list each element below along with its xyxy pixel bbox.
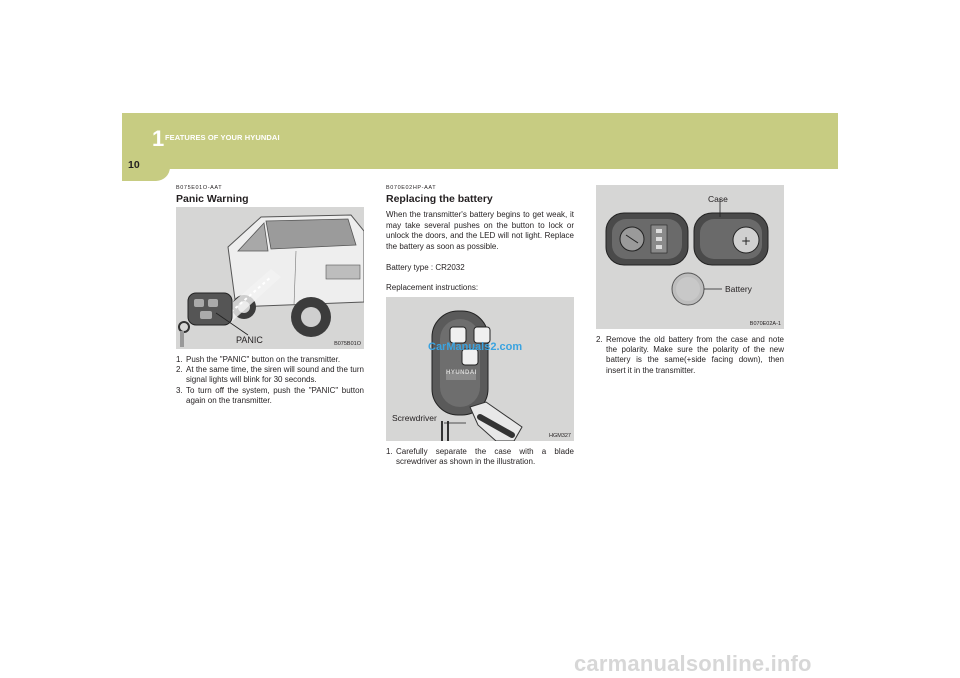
panic-label: PANIC xyxy=(236,335,263,345)
screwdriver-label: Screwdriver xyxy=(392,413,437,423)
battery-type: Battery type : CR2032 xyxy=(386,263,465,272)
panic-warning-figure xyxy=(176,207,364,349)
svg-text:+: + xyxy=(741,234,752,248)
list-item: 3. To turn off the system, push the "PANIC" button again on the transmitter. xyxy=(176,385,364,405)
chapter-title: FEATURES OF YOUR HYUNDAI xyxy=(165,133,280,142)
section-title: Replacing the battery xyxy=(386,193,493,205)
battery-label: Battery xyxy=(725,284,752,294)
case-battery-illustration xyxy=(596,185,784,329)
battery-figure xyxy=(596,185,784,329)
battery-paragraph: When the transmitter's battery begins to get weak, it may take several pushes on the button to lock or unlock the doors, and the LED will not light. Replace the battery as soon as possible. xyxy=(386,210,574,251)
figure-code: B070E02A-1 xyxy=(749,321,781,327)
site-watermark: carmanualsonline.info xyxy=(574,651,812,676)
battery-steps-list xyxy=(386,447,574,467)
section-code: B070E02HP-AAT xyxy=(386,185,437,191)
section-title: Panic Warning xyxy=(176,193,249,205)
figure-code: HGM327 xyxy=(548,433,571,439)
list-item: 2. Remove the old battery from the case and note the polarity. Make sure the polarity of the new battery is the same(+side facing down), then insert it in the transmitter. xyxy=(596,335,784,375)
battery-steps-list-continued xyxy=(596,335,784,376)
section-code: B075E01O-AAT xyxy=(176,185,223,191)
panic-steps-list xyxy=(176,355,364,406)
screwdriver-figure xyxy=(386,297,574,441)
watermark-overlay: CarManuals2.com xyxy=(428,341,523,353)
brand-label: HYUNDAI xyxy=(446,370,477,376)
case-label: Case xyxy=(708,194,728,204)
chapter-number: 1 xyxy=(152,126,165,151)
car-illustration xyxy=(176,207,364,349)
page-number: 10 xyxy=(128,159,140,171)
list-item: 2. At the same time, the siren will sound and the turn signal lights will blink for 30 seconds. xyxy=(176,365,364,385)
list-item: 1. Push the "PANIC" button on the transmitter. xyxy=(176,355,341,364)
figure-code: B075B01O xyxy=(334,341,361,347)
instructions-heading: Replacement instructions: xyxy=(386,283,479,292)
list-item: 1. Carefully separate the case with a blade screwdriver as shown in the illustration. xyxy=(386,447,574,467)
